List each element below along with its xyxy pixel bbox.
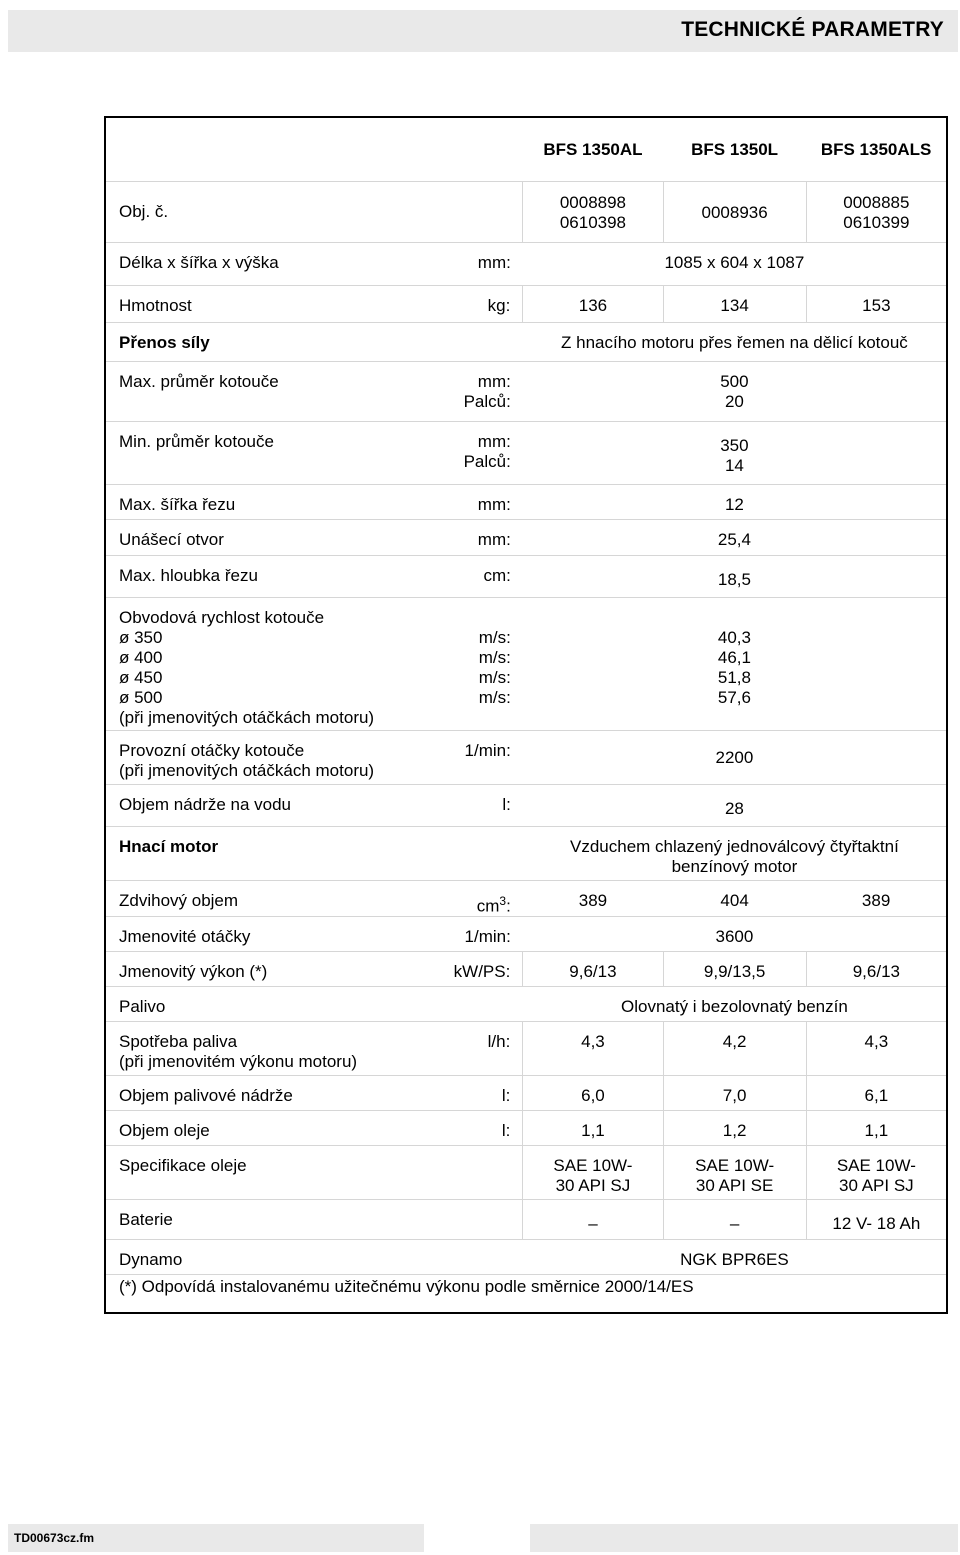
- row-label: Jmenovitý výkon (*): [105, 952, 423, 987]
- cell-value: Olovnatý i bezolovnatý benzín: [523, 987, 947, 1022]
- cell-value: 404: [663, 880, 806, 917]
- cell-value: 7,0: [663, 1076, 806, 1111]
- cell-value: 3600: [523, 917, 947, 952]
- cell-value: 136: [523, 285, 663, 322]
- table-row: [105, 1146, 947, 1200]
- cell-value: –: [663, 1200, 806, 1240]
- cell-value: 4,3: [523, 1022, 663, 1076]
- row-label: Objem nádrže na vodu: [105, 784, 423, 826]
- row-label: Zdvihový objem: [105, 880, 423, 917]
- row-label: Objem palivové nádrže: [105, 1076, 423, 1111]
- table-row: [105, 917, 947, 952]
- table-row: [105, 242, 947, 285]
- page-title: TECHNICKÉ PARAMETRY: [681, 18, 944, 41]
- header-bar: [8, 10, 958, 52]
- cell-value: 4,3: [806, 1022, 947, 1076]
- cell-value: 0008936: [663, 181, 806, 242]
- table-row: [105, 784, 947, 826]
- cell-value: 1085 x 604 x 1087: [523, 242, 947, 285]
- cell-value: 500 20: [523, 361, 947, 421]
- row-label: Spotřeba paliva (při jmenovitém výkonu motoru): [105, 1022, 423, 1076]
- table-row: [105, 730, 947, 784]
- footnote: (*) Odpovídá instalovanému užitečnému výkonu podle směrnice 2000/14/ES: [105, 1275, 947, 1313]
- cell-value: 1,1: [806, 1111, 947, 1146]
- table-row: [105, 1200, 947, 1240]
- cell-value: 0008898 0610398: [523, 181, 663, 242]
- row-unit: cm:: [423, 555, 523, 597]
- table-row: [105, 987, 947, 1022]
- table-row: [105, 826, 947, 880]
- table-row: [105, 1240, 947, 1275]
- row-label: Objem oleje: [105, 1111, 423, 1146]
- cell-value: 1,2: [663, 1111, 806, 1146]
- cell-value: 4,2: [663, 1022, 806, 1076]
- row-label: Hmotnost: [105, 285, 423, 322]
- row-unit: l:: [423, 1111, 523, 1146]
- cell-value: 18,5: [523, 555, 947, 597]
- table-row: [105, 421, 947, 484]
- row-unit: l:: [423, 784, 523, 826]
- table-row: [105, 181, 947, 242]
- row-label: Obj. č.: [105, 181, 423, 242]
- model-header: BFS 1350ALS: [820, 140, 932, 160]
- cell-value: 0008885 0610399: [806, 181, 947, 242]
- row-label: Délka x šířka x výška: [105, 242, 423, 285]
- table-row: [105, 519, 947, 555]
- cell-value: SAE 10W- 30 API SJ: [523, 1146, 663, 1200]
- table-row: [105, 322, 947, 361]
- cell-value: 9,6/13: [523, 952, 663, 987]
- row-unit: m/s: m/s: m/s: m/s:: [423, 597, 523, 730]
- row-unit: mm: Palců:: [423, 421, 523, 484]
- model-header: BFS 1350AL: [543, 140, 643, 160]
- row-label: Max. šířka řezu: [105, 484, 423, 519]
- cell-value: 1,1: [523, 1111, 663, 1146]
- row-unit: kW/PS:: [423, 952, 523, 987]
- cell-value: 2200: [523, 730, 947, 784]
- table-row: [105, 1076, 947, 1111]
- row-unit: l:: [423, 1076, 523, 1111]
- row-label: Provozní otáčky kotouče (při jmenovitých otáčkách motoru): [105, 730, 423, 784]
- row-unit: mm:: [423, 242, 523, 285]
- row-label: Palivo: [105, 987, 423, 1022]
- row-label: Specifikace oleje: [105, 1146, 423, 1200]
- table-row: [105, 1111, 947, 1146]
- cell-value: Z hnacího motoru přes řemen na dělicí kotouč: [523, 322, 947, 361]
- cell-value: 153: [806, 285, 947, 322]
- cell-value: 28: [523, 784, 947, 826]
- table-row: [105, 361, 947, 421]
- row-unit: $cm^3$:: [423, 880, 523, 917]
- row-unit: kg:: [423, 285, 523, 322]
- table-row: [105, 484, 947, 519]
- footer-bar-right: [530, 1524, 958, 1552]
- cell-value: 25,4: [523, 519, 947, 555]
- table-row: [105, 285, 947, 322]
- row-unit: mm:: [423, 519, 523, 555]
- row-label: Jmenovité otáčky: [105, 917, 423, 952]
- model-header: BFS 1350L: [691, 140, 779, 160]
- cell-value: 6,0: [523, 1076, 663, 1111]
- table-row: [105, 597, 947, 730]
- cell-value: 389: [523, 880, 663, 917]
- row-unit: 1/min:: [423, 917, 523, 952]
- row-label: Hnací motor: [105, 826, 423, 880]
- row-unit: mm: Palců:: [423, 361, 523, 421]
- row-label: Min. průměr kotouče: [105, 421, 423, 484]
- cell-value: 389: [806, 880, 947, 917]
- row-label: Max. průměr kotouče: [105, 361, 423, 421]
- row-label: Baterie: [105, 1200, 423, 1240]
- cell-value: NGK BPR6ES: [523, 1240, 947, 1275]
- cell-value: 12 V- 18 Ah: [806, 1200, 947, 1240]
- cell-value: SAE 10W- 30 API SE: [663, 1146, 806, 1200]
- cell-value: 9,9/13,5: [663, 952, 806, 987]
- table-row: [105, 880, 947, 917]
- footer-bar: [8, 1524, 424, 1552]
- cell-value: –: [523, 1200, 663, 1240]
- row-label: Přenos síly: [105, 322, 423, 361]
- cell-value: 12: [523, 484, 947, 519]
- row-label: Obvodová rychlost kotouče ø 350 ø 400 ø 450 ø 500 (při jmenovitých otáčkách motoru): [105, 597, 423, 730]
- row-label: Dynamo: [105, 1240, 423, 1275]
- document-code: TD00673cz.fm: [14, 1531, 95, 1545]
- cell-value: 6,1: [806, 1076, 947, 1111]
- cell-value: 134: [663, 285, 806, 322]
- table-row: [105, 555, 947, 597]
- table-row: [105, 1022, 947, 1076]
- table-row: [105, 1275, 947, 1313]
- row-unit: l/h:: [423, 1022, 523, 1076]
- row-label: Unášecí otvor: [105, 519, 423, 555]
- cell-value: 40,3 46,1 51,8 57,6: [523, 597, 947, 730]
- row-unit: 1/min:: [423, 730, 523, 784]
- cell-value: 9,6/13: [806, 952, 947, 987]
- cell-value: SAE 10W- 30 API SJ: [806, 1146, 947, 1200]
- row-label: Max. hloubka řezu: [105, 555, 423, 597]
- cell-value: 350 14: [523, 421, 947, 484]
- table-row: [105, 952, 947, 987]
- spec-table: [104, 116, 948, 1314]
- cell-value: Vzduchem chlazený jednoválcový čtyřtaktní benzínový motor: [523, 826, 947, 880]
- table-row: [105, 117, 947, 181]
- row-unit: mm:: [423, 484, 523, 519]
